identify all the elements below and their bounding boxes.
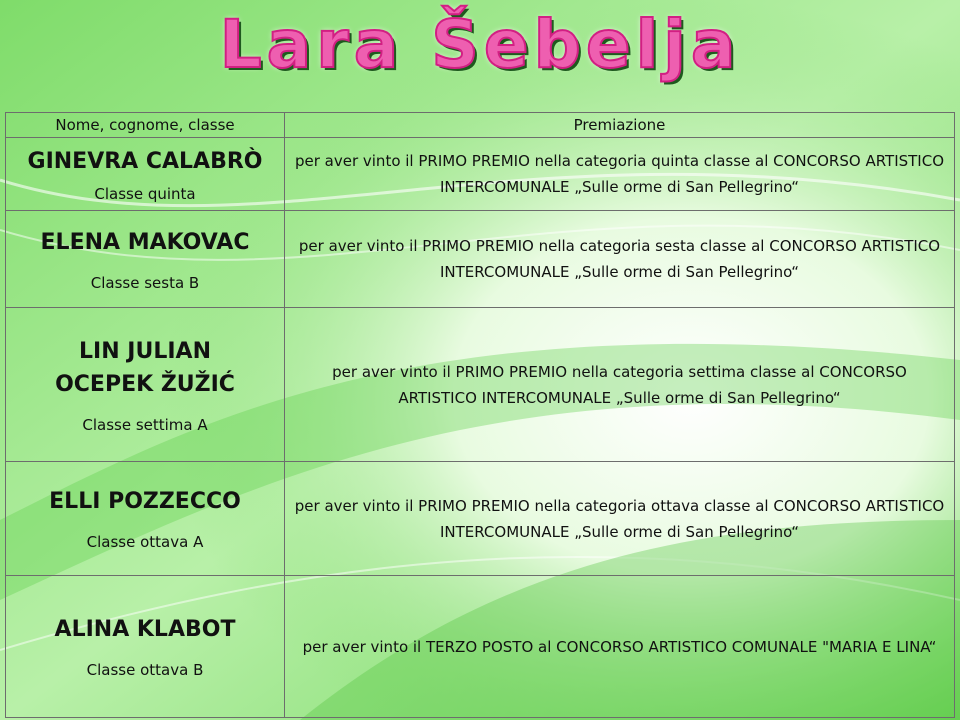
student-name: ALINA KLABOT [54,617,236,642]
student-name: GINEVRA CALABRÒ [27,148,263,174]
table-row [6,211,955,308]
table-row [6,462,955,576]
student-cell [6,211,285,308]
table-header-row [6,113,955,138]
student-cell [6,576,285,718]
student-class: Classe ottava B [86,661,204,679]
award-cell [285,211,955,308]
student-cell [6,308,285,462]
student-name: ELLI POZZECCO [49,489,241,514]
student-cell [6,462,285,576]
student-class: Classe ottava A [86,533,204,551]
student-class: Classe settima A [82,415,208,434]
table-row [6,138,955,211]
award-cell [285,308,955,462]
table-row [6,308,955,462]
award-cell [285,462,955,576]
award-cell [285,576,955,718]
award-text: per aver vinto il PRIMO PREMIO nella categoria quinta classe al CONCORSO ARTISTICO INTERCOMUNALE „Sulle orme di San Pellegrino“ [294,152,945,196]
award-cell [285,138,955,211]
page-title: Lara Šebelja [219,6,741,83]
table-row [6,576,955,718]
award-text: per aver vinto il TERZO POSTO al CONCORSO ARTISTICO COMUNALE "MARIA E LINA“ [302,637,937,656]
student-name: ELENA MAKOVAC [40,229,250,255]
student-class: Classe sesta B [90,273,200,292]
column-header-name: Nome, cognome, classe [6,113,285,138]
student-name: LIN JULIAN OCEPEK ŽUŽIĆ [55,338,235,397]
award-text: per aver vinto il PRIMO PREMIO nella categoria sesta classe al CONCORSO ARTISTICO INTERCOMUNALE „Sulle orme di San Pellegrino“ [298,237,941,281]
award-text: per aver vinto il PRIMO PREMIO nella categoria settima classe al CONCORSO ARTISTICO INTERCOMUNALE „Sulle orme di San Pellegrino“ [332,362,907,407]
student-cell [6,138,285,211]
awards-table [5,112,955,718]
column-header-award: Premiazione [285,113,955,138]
student-class: Classe quinta [94,184,196,203]
award-text: per aver vinto il PRIMO PREMIO nella categoria ottava classe al CONCORSO ARTISTICO INTERCOMUNALE „Sulle orme di San Pellegrino“ [294,496,945,541]
